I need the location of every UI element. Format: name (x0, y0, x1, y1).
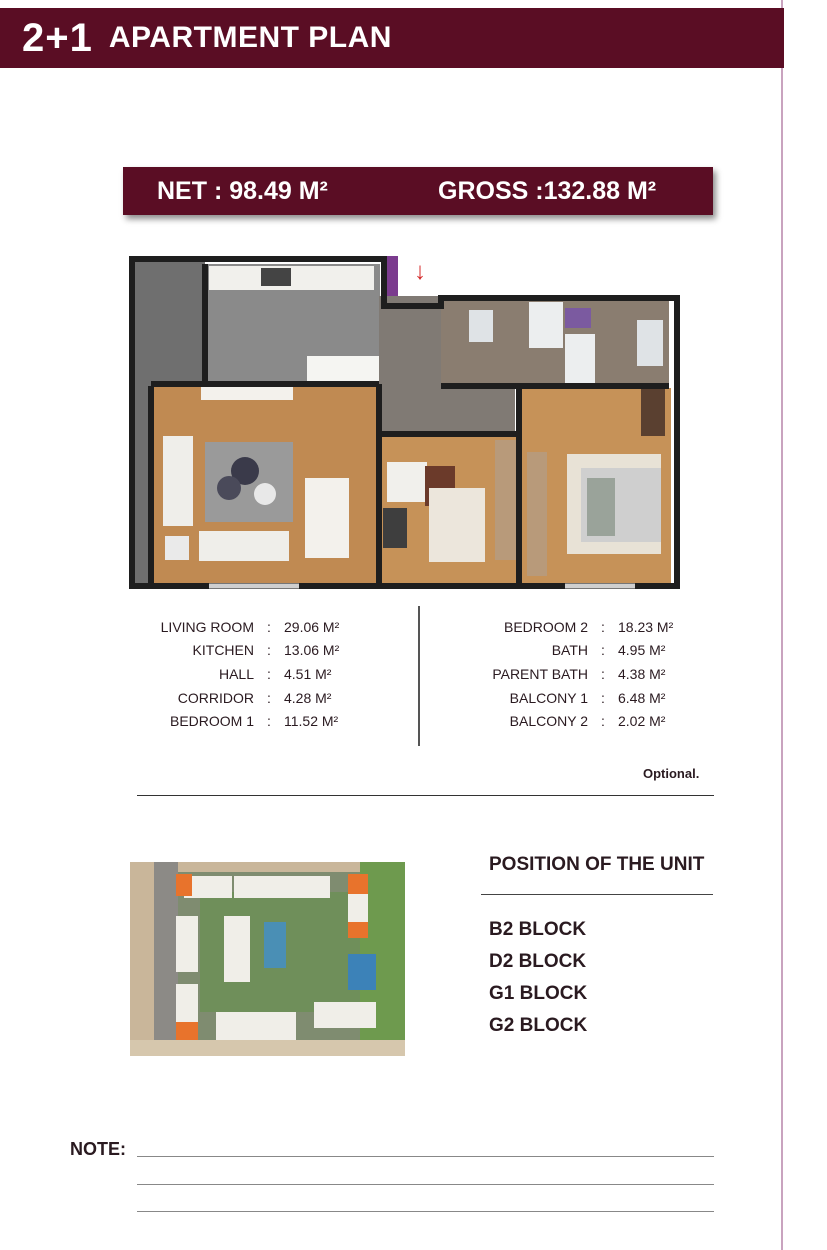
page-title: APARTMENT PLAN (108, 21, 392, 54)
room-row: HALL : 4.51 M² (218, 665, 332, 682)
block-item: D2 BLOCK (489, 951, 587, 972)
room-list-right (452, 615, 728, 733)
block-list (489, 917, 587, 1045)
block-item: G2 BLOCK (489, 1015, 588, 1036)
area-bar (123, 167, 713, 215)
note-line[interactable] (137, 1211, 714, 1212)
highlight-unit (176, 874, 192, 896)
room-row: LIVING ROOM : 29.06 M² (160, 618, 340, 635)
note-line[interactable] (137, 1156, 714, 1157)
room-row: BEDROOM 1 : 11.52 M² (169, 713, 339, 730)
unit-type: 2+1 (22, 15, 93, 60)
kitchen-island (307, 356, 379, 382)
room-row: BATH : 4.95 M² (551, 642, 666, 659)
site-plan-image (130, 862, 405, 1056)
room-row: BEDROOM 2 : 18.23 M² (503, 618, 674, 635)
stove-icon (261, 268, 291, 286)
entrance-arrow-icon: ↓ (414, 258, 426, 285)
floor-plan-image (129, 256, 680, 591)
note-line[interactable] (137, 1184, 714, 1185)
room-list-left (120, 615, 394, 733)
room-row: CORRIDOR : 4.28 M² (177, 689, 332, 706)
room-row: BALCONY 1 : 6.48 M² (509, 689, 666, 706)
room-row: PARENT BATH : 4.38 M² (492, 665, 666, 682)
highlight-unit (348, 874, 368, 894)
armchair (165, 536, 189, 560)
position-divider (481, 894, 713, 895)
sofa-bottom (199, 531, 289, 561)
gross-area: GROSS :132.88 M² (438, 176, 657, 205)
highlight-unit (176, 1022, 198, 1042)
section-divider (137, 795, 714, 796)
optional-note: Optional. (643, 766, 700, 781)
kitchen-counter (209, 266, 374, 290)
room-row: KITCHEN : 13.06 M² (192, 642, 340, 659)
sofa-left (163, 436, 193, 526)
net-area: NET : 98.49 M² (157, 176, 328, 205)
room-row: BALCONY 2 : 2.02 M² (509, 713, 666, 730)
column-divider (418, 606, 420, 746)
page-edge-line (781, 0, 783, 1250)
block-item: B2 BLOCK (489, 919, 587, 940)
title-bar (0, 8, 784, 68)
highlight-unit (348, 922, 368, 938)
dining-table (305, 478, 349, 558)
note-label: NOTE: (70, 1139, 126, 1159)
position-title: POSITION OF THE UNIT (489, 854, 705, 875)
block-item: G1 BLOCK (489, 983, 588, 1004)
tv-unit (201, 386, 293, 400)
